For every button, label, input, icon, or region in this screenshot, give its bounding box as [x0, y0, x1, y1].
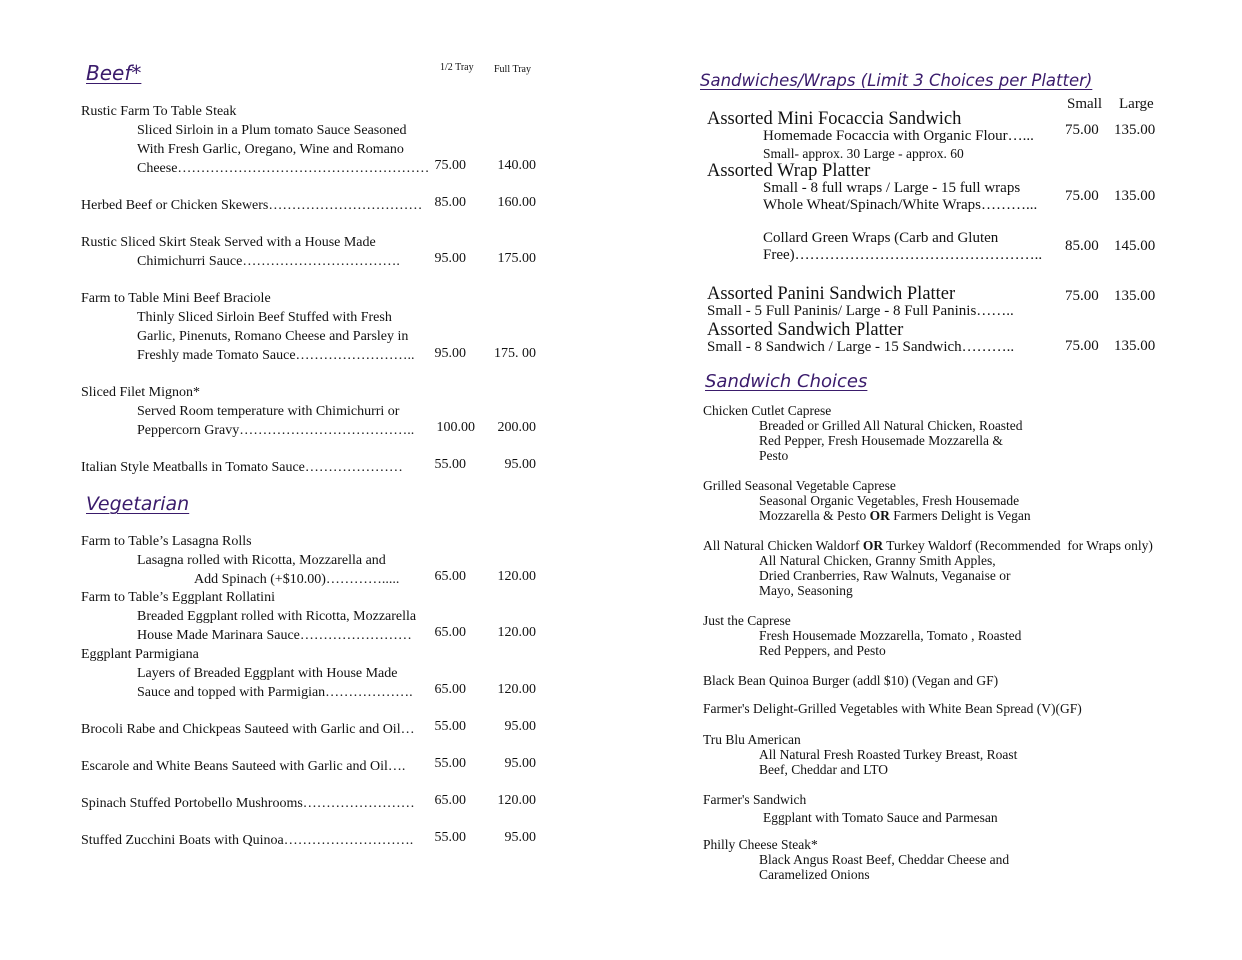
full-tray-price: 175.00: [497, 251, 536, 266]
full-tray-column-header: Full Tray: [494, 64, 531, 75]
menu-line: Spinach Stuffed Portobello Mushrooms……………………: [81, 796, 415, 811]
large-price: 135.00: [1114, 188, 1156, 204]
menu-line: Chimichurri Sauce…………………………….: [137, 254, 400, 269]
full-tray-price: 95.00: [504, 457, 536, 472]
half-tray-price: 95.00: [434, 346, 466, 361]
choice-line: Fresh Housemade Mozzarella, Tomato , Roasted: [759, 628, 1022, 643]
menu-line: Italian Style Meatballs in Tomato Sauce…………………: [81, 460, 403, 475]
platter-line: Small - 8 Sandwich / Large - 15 Sandwich………..: [707, 339, 1015, 355]
small-price: 85.00: [1065, 238, 1099, 254]
menu-line: Farm to Table’s Lasagna Rolls: [81, 534, 252, 549]
platter-title: Assorted Sandwich Platter: [707, 320, 904, 340]
choice-line: [759, 508, 1031, 523]
menu-line: Layers of Breaded Eggplant with House Made: [137, 666, 398, 681]
menu-line: Garlic, Pinenuts, Romano Cheese and Parsley in: [137, 329, 409, 344]
large-column-header: Large: [1119, 96, 1154, 112]
menu-line: House Made Marinara Sauce……………………: [137, 628, 412, 643]
sandwiches-wraps-heading: Sandwiches/Wraps (Limit 3 Choices per Platter): [700, 71, 1093, 90]
half-tray-price: 95.00: [434, 251, 466, 266]
platter-line: Whole Wheat/Spinach/White Wraps………...: [763, 197, 1038, 213]
menu-line: Freshly made Tomato Sauce……………………..: [137, 348, 415, 363]
sandwich-choices-heading: Sandwich Choices: [705, 371, 868, 392]
choice-title: Black Bean Quinoa Burger (addl $10) (Vegan and GF): [703, 673, 999, 688]
menu-line: Rustic Farm To Table Steak: [81, 104, 237, 119]
choice-title: Farmer's Sandwich: [703, 792, 807, 807]
menu-line: Peppercorn Gravy………………………………..: [137, 423, 415, 438]
small-price: 75.00: [1065, 188, 1099, 204]
full-tray-price: 95.00: [504, 830, 536, 845]
small-price: 75.00: [1065, 288, 1099, 304]
choice-line: Mayo, Seasoning: [759, 583, 853, 598]
choice-title: [703, 538, 1153, 553]
full-tray-price: 120.00: [497, 793, 536, 808]
half-tray-price: 65.00: [434, 682, 466, 697]
platter-line: Small - 8 full wraps / Large - 15 full wraps: [763, 180, 1021, 196]
choice-line: All Natural Fresh Roasted Turkey Breast, Roast: [759, 747, 1018, 762]
choice-title: Just the Caprese: [703, 613, 791, 628]
menu-line: Eggplant Parmigiana: [81, 647, 199, 662]
choice-line: All Natural Chicken, Granny Smith Apples,: [759, 553, 996, 568]
large-price: 145.00: [1114, 238, 1156, 254]
half-tray-price: 65.00: [434, 793, 466, 808]
small-price: 75.00: [1065, 122, 1099, 138]
or-emphasis: OR: [869, 508, 890, 523]
platter-line: Free)…………………………………………..: [763, 247, 1043, 263]
choice-text: Turkey Waldorf (Recommended for Wraps only): [883, 538, 1153, 553]
menu-line: Escarole and White Beans Sauteed with Garlic and Oil….: [81, 759, 406, 774]
menu-line: Rustic Sliced Skirt Steak Served with a House Made: [81, 235, 376, 250]
half-tray-price: 100.00: [436, 420, 475, 435]
menu-line: With Fresh Garlic, Oregano, Wine and Romano: [137, 142, 404, 157]
menu-line: Herbed Beef or Chicken Skewers……………………………: [81, 198, 423, 213]
vegetarian-heading: Vegetarian: [86, 493, 190, 515]
small-price: 75.00: [1065, 338, 1099, 354]
half-tray-price: 65.00: [434, 625, 466, 640]
platter-line: Small - 5 Full Paninis/ Large - 8 Full Paninis……..: [707, 303, 1014, 319]
choice-line: Seasonal Organic Vegetables, Fresh Housemade: [759, 493, 1020, 508]
choice-text: Farmers Delight is Vegan: [889, 508, 1031, 523]
small-column-header: Small: [1067, 96, 1103, 112]
full-tray-price: 120.00: [497, 569, 536, 584]
choice-title: Grilled Seasonal Vegetable Caprese: [703, 478, 896, 493]
choice-line: Breaded or Grilled All Natural Chicken, Roasted: [759, 418, 1023, 433]
full-tray-price: 95.00: [504, 719, 536, 734]
platter-title: Assorted Mini Focaccia Sandwich: [707, 109, 962, 129]
menu-line: Add Spinach (+$10.00)………….....: [194, 572, 400, 587]
choice-title: Chicken Cutlet Caprese: [703, 403, 832, 418]
beef-heading: Beef*: [86, 61, 142, 85]
choice-title: Farmer's Delight-Grilled Vegetables with White Bean Spread (V)(GF): [703, 701, 1082, 716]
full-tray-price: 200.00: [497, 420, 536, 435]
menu-line: Brocoli Rabe and Chickpeas Sauteed with Garlic and Oil…: [81, 722, 415, 737]
full-tray-price: 175. 00: [494, 346, 536, 361]
half-tray-price: 55.00: [434, 756, 466, 771]
half-tray-price: 55.00: [434, 830, 466, 845]
choice-line: Dried Cranberries, Raw Walnuts, Veganaise or: [759, 568, 1011, 583]
or-emphasis: OR: [862, 538, 884, 553]
choice-title: Philly Cheese Steak*: [703, 837, 818, 852]
menu-line: Lasagna rolled with Ricotta, Mozzarella and: [137, 553, 386, 568]
full-tray-price: 160.00: [497, 195, 536, 210]
choice-line: Pesto: [759, 448, 789, 463]
choice-line: Black Angus Roast Beef, Cheddar Cheese and: [759, 852, 1010, 867]
choice-line: Red Pepper, Fresh Housemade Mozzarella &: [759, 433, 1003, 448]
menu-line: Farm to Table Mini Beef Braciole: [81, 291, 271, 306]
platter-title: Assorted Panini Sandwich Platter: [707, 284, 956, 304]
choice-line: Caramelized Onions: [759, 867, 870, 882]
half-tray-price: 55.00: [434, 719, 466, 734]
half-tray-price: 75.00: [434, 158, 466, 173]
menu-line: Sauce and topped with Parmigian……………….: [137, 685, 413, 700]
full-tray-price: 120.00: [497, 625, 536, 640]
platter-line: Homemade Focaccia with Organic Flour…...: [763, 128, 1034, 144]
choice-line: Beef, Cheddar and LTO: [759, 762, 888, 777]
menu-line: Stuffed Zucchini Boats with Quinoa……………………….: [81, 833, 414, 848]
choice-text: All Natural Chicken Waldorf: [703, 538, 863, 553]
half-tray-price: 85.00: [434, 195, 466, 210]
platter-line: Collard Green Wraps (Carb and Gluten: [763, 230, 999, 246]
platter-title: Assorted Wrap Platter: [707, 161, 871, 181]
menu-line: Sliced Filet Mignon*: [81, 385, 200, 400]
full-tray-price: 95.00: [504, 756, 536, 771]
half-tray-price: 55.00: [434, 457, 466, 472]
menu-line: Sliced Sirloin in a Plum tomato Sauce Seasoned: [137, 123, 407, 138]
choice-title: Tru Blu American: [703, 732, 801, 747]
large-price: 135.00: [1114, 288, 1156, 304]
choice-line: Red Peppers, and Pesto: [759, 643, 886, 658]
large-price: 135.00: [1114, 122, 1156, 138]
half-tray-price: 65.00: [434, 569, 466, 584]
menu-line: Cheese………………………………………………: [137, 161, 430, 176]
full-tray-price: 140.00: [497, 158, 536, 173]
menu-line: Farm to Table’s Eggplant Rollatini: [81, 590, 275, 605]
menu-line: Thinly Sliced Sirloin Beef Stuffed with Fresh: [137, 310, 392, 325]
platter-line: Small- approx. 30 Large - approx. 60: [763, 146, 964, 161]
full-tray-price: 120.00: [497, 682, 536, 697]
half-tray-column-header: 1/2 Tray: [440, 62, 474, 73]
menu-line: Breaded Eggplant rolled with Ricotta, Mozzarella: [137, 609, 417, 624]
choice-line: Eggplant with Tomato Sauce and Parmesan: [763, 810, 998, 825]
menu-line: Served Room temperature with Chimichurri or: [137, 404, 400, 419]
choice-text: Mozzarella & Pesto: [759, 508, 870, 523]
large-price: 135.00: [1114, 338, 1156, 354]
